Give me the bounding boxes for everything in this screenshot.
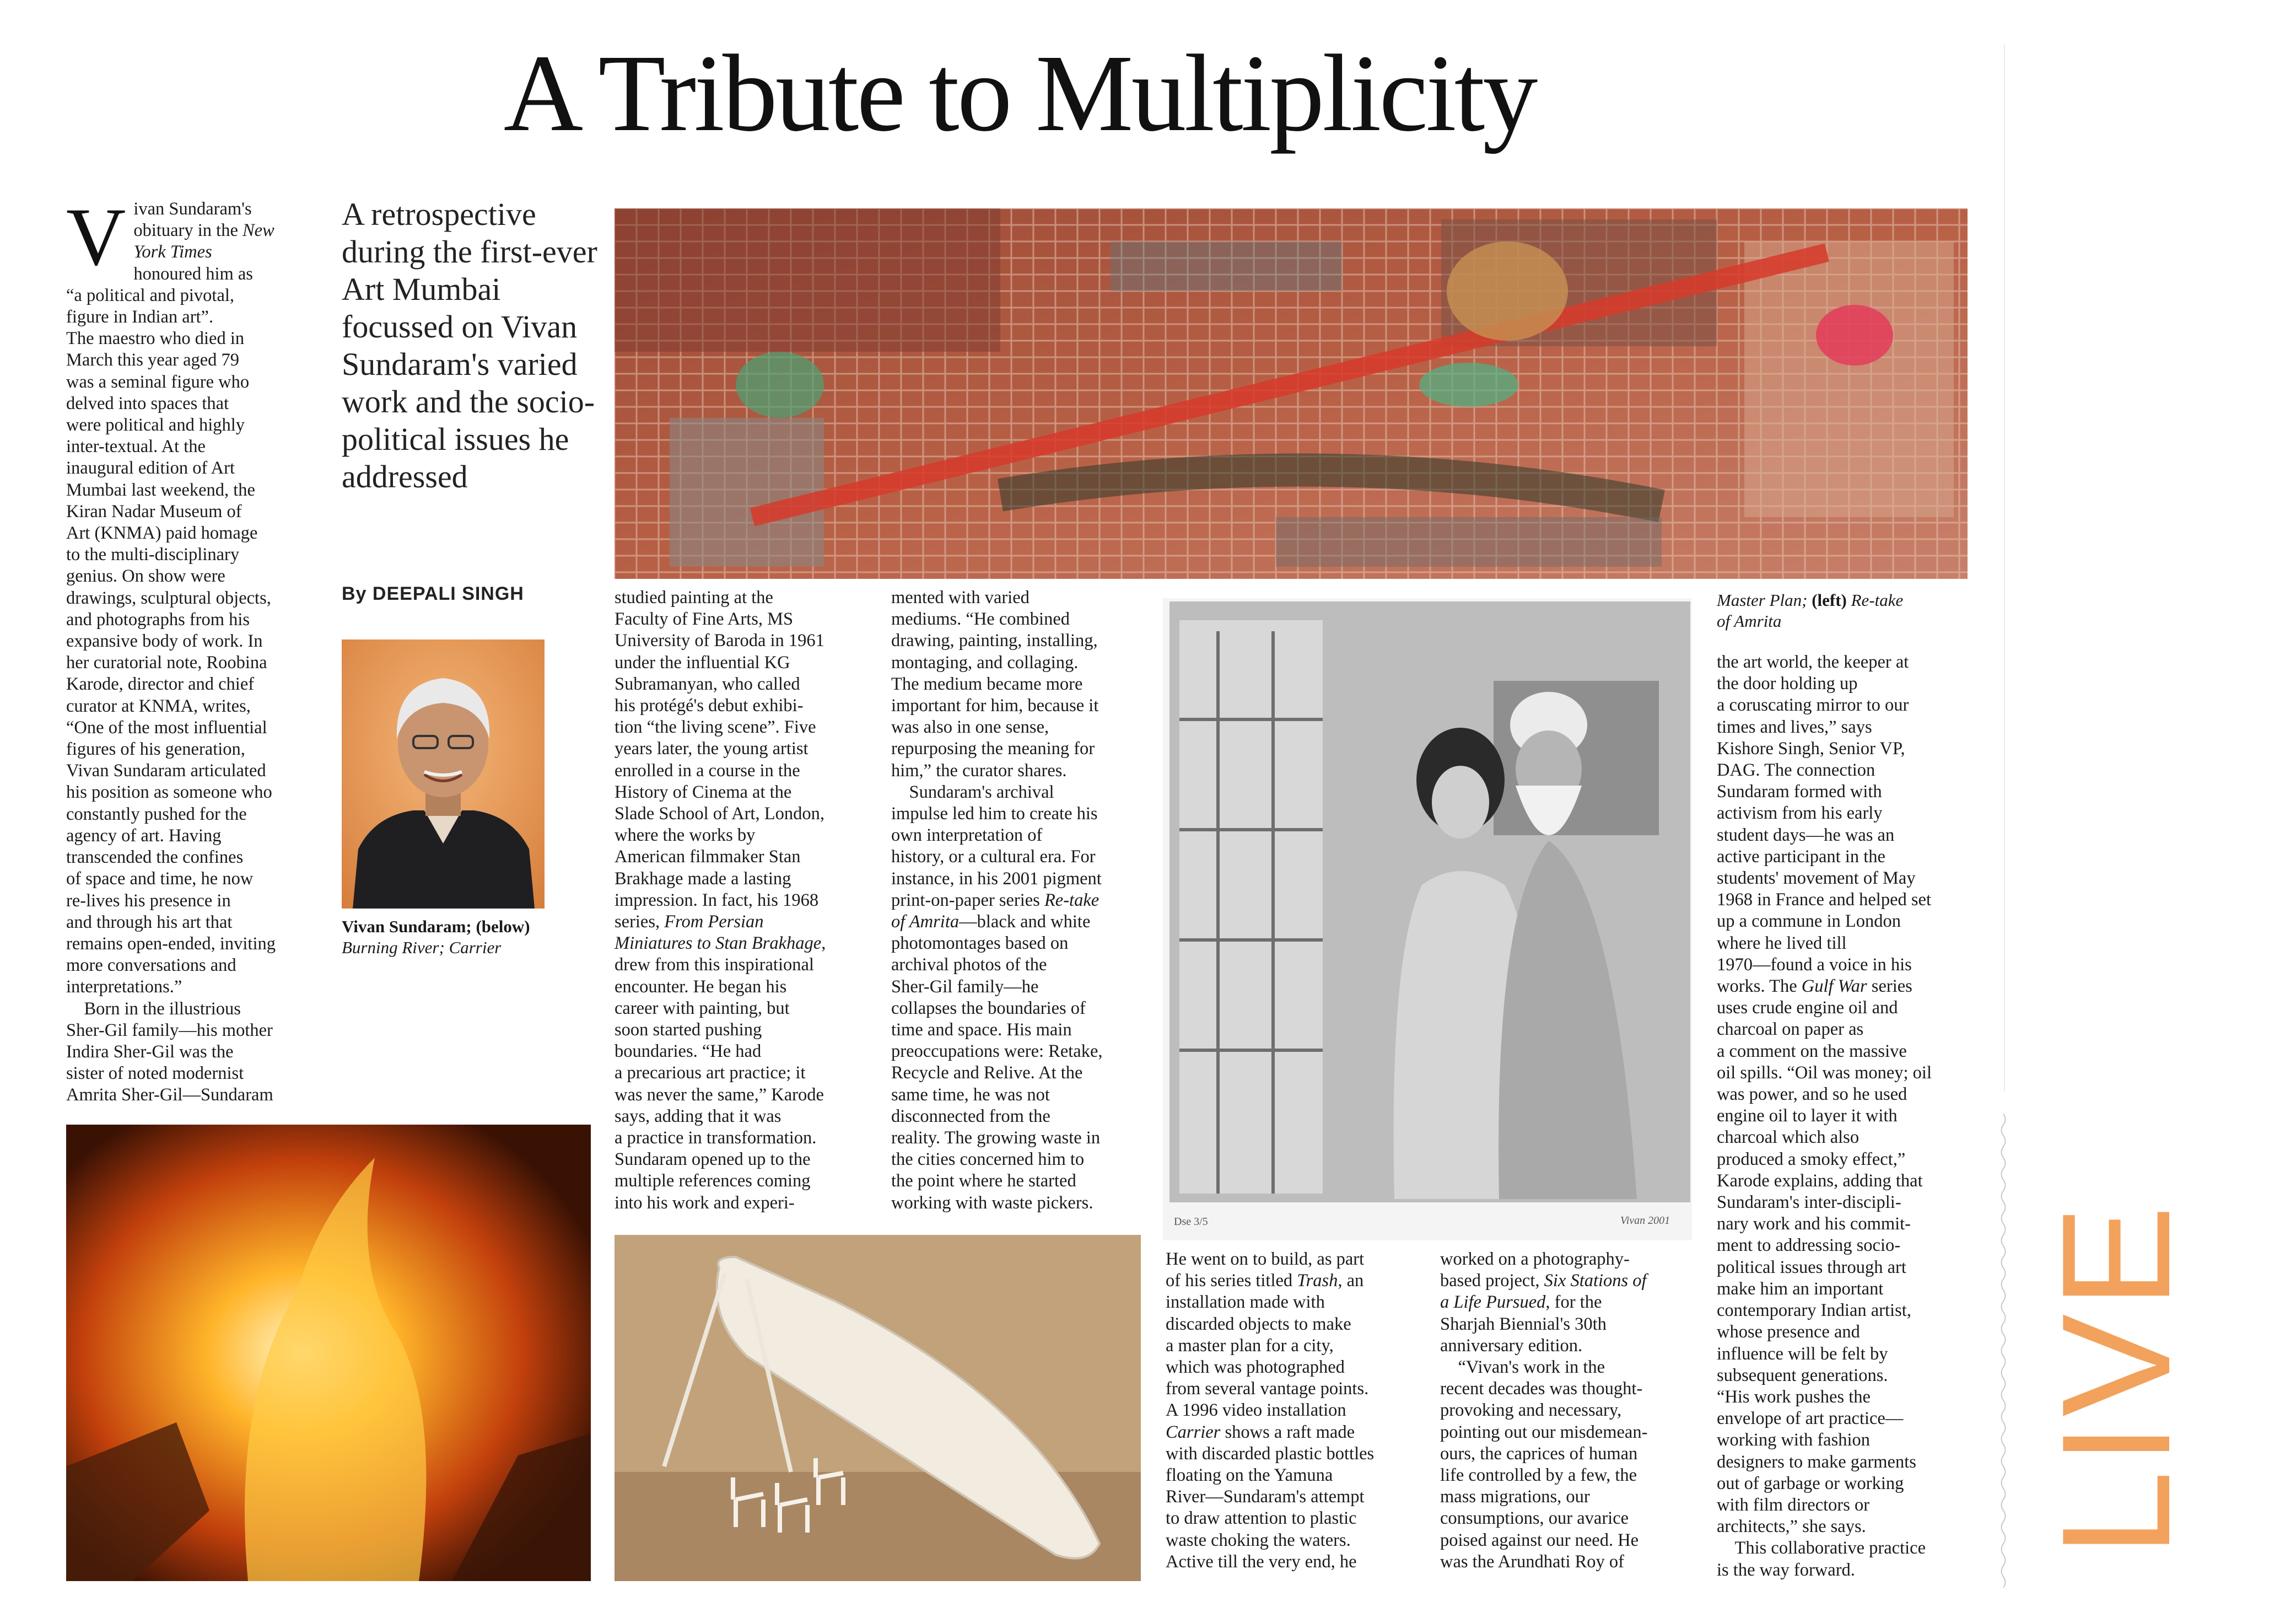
col1-intro: ivan Sundaram's obituary in the xyxy=(133,199,252,241)
master-plan-photo xyxy=(615,208,1968,579)
col6-part-b: series uses crude engine oil and charcoal on paper as a comment on the massive oil spills. “Oil was money; oil was power, and so he used engine oil to layer it with charcoal which also produced a smoky effect,” Karode explains, adding that Sundaram's inter-discipli- nary work and his commit- ment to addressing socio- political issues through art make him an important contemporary Indian artist, whose presence and influence will be felt by subsequent generations. “His work pushes the envelope of art practice— working with fashion designers to make garments out of garbage or working with film directors or architects,” she says. This collaborative practice is the way forward. xyxy=(1717,976,1932,1580)
col4-part-c: shows a raft made with discarded plastic bottles floating on the Yamuna River—Sundaram's attempt to draw attention to plastic waste choking the waters. Active till the very end, he xyxy=(1166,1422,1375,1572)
col6-italic: Gulf War xyxy=(1801,976,1867,997)
article-column-6 xyxy=(1717,652,1987,1581)
col4-part-b: , an installation made with discarded objects to make a master plan for a city, which was photographed from several vantage points. A 1996 video installation xyxy=(1166,1271,1369,1421)
burning-river-illustration xyxy=(66,1125,591,1581)
carrier-illustration xyxy=(615,1235,1141,1581)
col2-part-b: , drew from this inspirational encounter. He began his career with painting, but soon started pushing boundaries. “He had a precarious art practice; it was never the same,” Karode says, adding that it was a practice in transformation. Sundaram opened up to the multiple references coming into his work and experi- xyxy=(615,933,826,1213)
article-column-4 xyxy=(1166,1249,1430,1573)
standfirst: A retrospective during the first-ever Art Mumbai focussed on Vivan Sundaram's varied work and the socio-political issues he addressed xyxy=(342,196,597,495)
master-plan-caption xyxy=(1717,590,1976,632)
headline: A Tribute to Multiplicity xyxy=(503,33,1536,154)
retake-of-amrita-illustration xyxy=(1163,598,1692,1240)
article-column-1 xyxy=(66,191,325,1106)
byline: By DEEPALI SINGH xyxy=(342,583,524,604)
master-caption-italic: Master Plan; xyxy=(1717,590,1808,610)
col4-part-a: He went on to build, as part of his series titled xyxy=(1166,1249,1365,1291)
col4-carrier: Carrier xyxy=(1166,1422,1221,1442)
col2-part-a: studied painting at the Faculty of Fine Arts, MS University of Baroda in 1961 under the influential KG Subramanyan, who called his protégé's debut exhibi- tion “the living scene”. Five years later, the young artist enrolled in a course in the History of Cinema at the Slade School of Art, London, where the works by American filmmaker Stan Brakhage made a lasting impression. In fact, his 1968 series, xyxy=(615,588,824,932)
portrait-illustration xyxy=(342,639,545,909)
portrait-photo xyxy=(342,639,545,909)
retake-edition-mark: Dse 3/5 xyxy=(1174,1216,1208,1228)
col5-part-a: worked on a photography- based project, xyxy=(1440,1249,1630,1291)
section-label-text: LIVE xyxy=(2030,1200,2202,1557)
master-caption-italic-2: Re-take of Amrita xyxy=(1717,590,1904,631)
col3-part-a: mented with varied mediums. “He combined drawing, painting, installing, montaging, and collaging. The medium became more important for him, because it was also in one sense, repurposing the meaning for him,” the curator shares. Sundaram's archival impulse led him to create his own interpretation of history, or a cultural era. For instance, in his 2001 pigment print-on-paper series xyxy=(891,588,1102,910)
master-plan-illustration xyxy=(615,208,1968,579)
portrait-caption xyxy=(342,916,562,958)
page-edge-rule xyxy=(2004,44,2005,1092)
col4-trash: Trash xyxy=(1297,1271,1338,1291)
drop-cap: V xyxy=(66,191,126,283)
portrait-caption-italic: Burning River; Carrier xyxy=(342,938,502,957)
col6-part-a: the art world, the keeper at the door holding up a coruscating mirror to our times and lives,” says Kishore Singh, Senior VP, DAG. The connection Sundaram formed with activism from his early student days—he was an active participant in the students' movement of May 1968 in France and helped set up a commune in London where he lived till 1970—found a voice in his works. The xyxy=(1717,652,1931,997)
article-column-3 xyxy=(891,587,1156,1214)
col1-nyt: New York Times xyxy=(133,221,274,262)
burning-river-photo xyxy=(66,1125,591,1581)
col1-body: honoured him as “a political and pivotal, figure in Indian art”. The maestro who died in March this year aged 79 was a seminal figure who delved into spaces that were political and highly inter-textual. At the inaugural edition of Art Mumbai last weekend, the Kiran Nadar Museum of Art (KNMA) paid homage to the multi-disciplinary genius. On show were drawings, sculptural objects, and photographs from his expansive body of work. In her curatorial note, Roobina Karode, director and chief curator at KNMA, writes, “One of the most influential figures of his generation, Vivan Sundaram articulated his position as someone who constantly pushed for the agency of art. Having transcended the confines of space and time, he now re-lives his presence in and through his art that remains open-ended, inviting more conversations and interpretations.” Born in the illustrious Sher-Gil family—his mother Indira Sher-Gil was the sister of noted modernist Amrita Sher-Gil—Sundaram xyxy=(66,264,276,1105)
retake-of-amrita-photo xyxy=(1163,598,1692,1240)
col2-italic: From Persian Miniatures to Stan Brakhage xyxy=(615,912,822,954)
col5-part-b: , for the Sharjah Biennial's 30th anniversary edition. “Vivan's work in the recent decades was thought- provoking and necessary, pointing out our misdemean- ours, the caprices of human life controlled by a few, the mass migrations, our consumptions, our avarice poised against our need. He was the Arundhati Roy of xyxy=(1440,1292,1648,1572)
section-label-live xyxy=(2001,1185,2232,1571)
master-caption-bold: (left) xyxy=(1807,590,1851,610)
col3-italic: Re-take of Amrita xyxy=(891,890,1100,932)
article-column-5 xyxy=(1440,1249,1705,1573)
portrait-caption-bold: Vivan Sundaram; (below) xyxy=(342,917,530,936)
article-column-2 xyxy=(615,587,885,1214)
col3-part-b: —black and white photomontages based on archival photos of the Sher-Gil family—he collapses the boundaries of time and space. His main preoccupations were: Retake, Recycle and Relive. At the same time, he was not disconnected from the reality. The growing waste in the cities concerned him to the point where he started working with waste pickers. xyxy=(891,912,1103,1213)
retake-signature: Vivan 2001 xyxy=(1620,1214,1670,1227)
col5-italic: Six Stations of a Life Pursued xyxy=(1440,1271,1647,1313)
carrier-photo xyxy=(615,1235,1141,1581)
